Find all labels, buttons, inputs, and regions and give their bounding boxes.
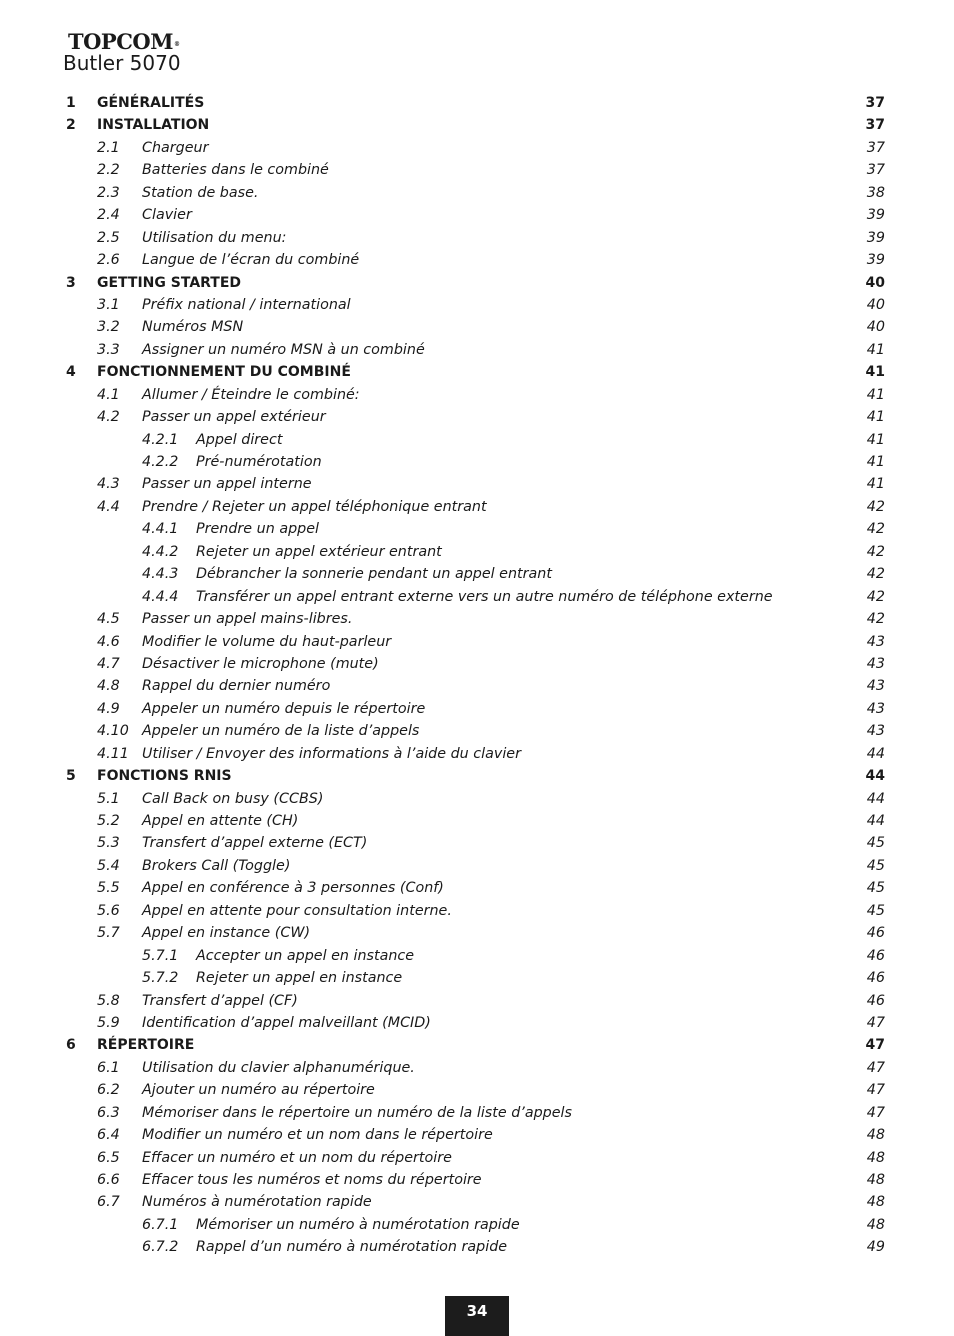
toc-entry[interactable] (0, 900, 954, 922)
toc-entry-title: Appel en instance (CW) (142, 925, 311, 942)
toc-entry-page: 48 (866, 1127, 885, 1144)
toc-entry-page: 45 (866, 835, 885, 852)
toc-entry-title: Rejeter un appel en instance (196, 970, 403, 987)
toc-entry-page: 41 (865, 364, 885, 381)
toc-entry[interactable] (0, 429, 954, 451)
toc-entry-title: Effacer tous les numéros et noms du répertoire (142, 1172, 482, 1188)
toc-entry[interactable] (0, 922, 954, 944)
toc-entry-page: 47 (866, 1014, 885, 1031)
toc-entry-number: 5.9 (97, 1014, 120, 1031)
toc-entry[interactable] (0, 294, 954, 316)
page-number: 34 (466, 1302, 488, 1320)
toc-entry-number: 3 (66, 274, 76, 291)
toc-entry-number: 6.1 (97, 1059, 120, 1076)
toc-entry[interactable] (0, 967, 954, 989)
toc-entry-number: 4.1 (97, 386, 120, 403)
toc-entry[interactable] (0, 227, 954, 249)
toc-entry[interactable] (0, 832, 954, 854)
toc-entry-page: 46 (866, 992, 885, 1009)
toc-entry[interactable] (0, 1214, 954, 1236)
toc-entry[interactable] (0, 496, 954, 518)
toc-entry-title: Pré-numérotation (196, 454, 322, 470)
toc-entry-number: 2.5 (97, 229, 120, 246)
toc-entry-page: 43 (866, 678, 885, 695)
toc-entry-number: 6.6 (97, 1172, 120, 1188)
toc-entry-number: 3.1 (97, 296, 120, 313)
toc-entry-number: 4.4 (97, 498, 120, 515)
toc-entry-page: 46 (866, 947, 885, 964)
toc-entry-page: 41 (866, 476, 885, 493)
toc-entry-page: 48 (866, 1194, 885, 1211)
toc-entry-page: 41 (866, 341, 885, 358)
toc-entry-title: Appel en conférence à 3 personnes (Conf) (142, 880, 444, 897)
toc-entry-page: 42 (866, 498, 885, 515)
toc-entry-title: Rappel du dernier numéro (142, 678, 331, 695)
toc-entry-number: 5.7.2 (142, 970, 179, 987)
toc-entry-title: Désactiver le microphone (mute) (142, 655, 379, 672)
toc-entry-title: Appel direct (196, 431, 283, 448)
toc-entry[interactable] (0, 541, 954, 563)
toc-entry[interactable] (0, 675, 954, 697)
toc-entry[interactable] (0, 1191, 954, 1213)
toc-entry[interactable] (0, 788, 954, 810)
toc-entry-number: 5.6 (97, 902, 120, 919)
toc-entry-page: 48 (866, 1216, 885, 1233)
toc-entry-number: 4.10 (97, 723, 129, 740)
toc-entry-title: Transférer un appel entrant externe vers un autre numéro de téléphone externe (196, 588, 773, 605)
toc-entry-title: Assigner un numéro MSN à un combiné (142, 341, 425, 358)
toc-entry-number: 4.2 (97, 409, 120, 426)
toc-entry-title: Ajouter un numéro au répertoire (142, 1082, 375, 1099)
toc-entry-page: 40 (866, 319, 885, 336)
toc-entry-page: 39 (866, 207, 885, 224)
page-number-badge (445, 1296, 509, 1336)
toc-entry-page: 46 (866, 970, 885, 987)
toc-entry-page: 42 (866, 588, 885, 605)
toc-entry-page: 39 (866, 229, 885, 246)
toc-entry-page: 45 (866, 902, 885, 919)
toc-entry-number: 4.9 (97, 700, 120, 717)
toc-entry-page: 37 (866, 162, 885, 179)
toc-entry-number: 6.5 (97, 1149, 120, 1166)
toc-entry[interactable] (0, 1057, 954, 1079)
toc-entry-page: 41 (866, 454, 885, 470)
toc-entry[interactable] (0, 114, 954, 136)
toc-entry-title: Allumer / Éteindre le combiné: (142, 386, 360, 403)
toc-entry-page: 42 (866, 543, 885, 560)
toc-entry-title: Identification d’appel malveillant (MCID) (142, 1014, 431, 1031)
toc-entry-title: Débrancher la sonnerie pendant un appel entrant (196, 566, 552, 583)
toc-entry-page: 37 (866, 139, 885, 156)
toc-entry-title: Prendre un appel (196, 521, 319, 538)
toc-entry-number: 4.5 (97, 611, 120, 628)
toc-entry-page: 41 (866, 386, 885, 403)
toc-entry-title: FONCTIONS RNIS (97, 768, 232, 785)
toc-entry[interactable] (0, 1102, 954, 1124)
toc-entry-number: 5.7 (97, 925, 120, 942)
toc-entry[interactable] (0, 1012, 954, 1034)
toc-entry[interactable] (0, 720, 954, 742)
toc-entry-number: 6.3 (97, 1104, 120, 1121)
toc-entry-title: Passer un appel extérieur (142, 409, 326, 426)
toc-entry[interactable] (0, 608, 954, 630)
toc-entry[interactable] (0, 249, 954, 271)
toc-entry-page: 42 (866, 521, 885, 538)
toc-entry-title: Appeler un numéro de la liste d’appels (142, 723, 420, 740)
toc-entry-number: 3.3 (97, 341, 120, 358)
toc-entry-number: 1 (66, 95, 76, 111)
toc-entry[interactable] (0, 361, 954, 383)
toc-entry-title: Utilisation du menu: (142, 229, 287, 246)
toc-entry[interactable] (0, 384, 954, 406)
toc-entry-number: 4.4.1 (142, 521, 179, 538)
toc-entry-number: 2.1 (97, 139, 120, 156)
toc-entry[interactable] (0, 563, 954, 585)
toc-entry-page: 40 (865, 274, 885, 291)
toc-entry-page: 48 (866, 1172, 885, 1188)
toc-entry-number: 2 (66, 117, 76, 134)
toc-entry-title: INSTALLATION (97, 117, 210, 134)
toc-entry-page: 43 (866, 723, 885, 740)
toc-entry-page: 44 (866, 745, 885, 762)
toc-entry[interactable] (0, 855, 954, 877)
toc-entry-title: Appel en attente (CH) (142, 813, 299, 829)
toc-entry-title: Langue de l’écran du combiné (142, 252, 360, 269)
toc-entry-number: 5.3 (97, 835, 120, 852)
toc-entry-title: Station de base. (142, 184, 259, 201)
toc-entry-title: Rappel d’un numéro à numérotation rapide (196, 1239, 508, 1256)
toc-entry-number: 4 (66, 364, 76, 381)
toc-entry-page: 47 (866, 1104, 885, 1121)
toc-entry[interactable] (0, 451, 954, 473)
toc-entry-title: FONCTIONNEMENT DU COMBINÉ (97, 364, 351, 381)
toc-entry[interactable] (0, 1124, 954, 1146)
toc-entry[interactable] (0, 92, 954, 114)
toc-entry-page: 37 (865, 117, 885, 134)
toc-entry-title: Prendre / Rejeter un appel téléphonique entrant (142, 498, 487, 515)
toc-entry-title: Numéros MSN (142, 319, 244, 336)
toc-entry-number: 6.2 (97, 1082, 120, 1099)
toc-entry-page: 43 (866, 655, 885, 672)
toc-entry[interactable] (0, 990, 954, 1012)
toc-entry-number: 6 (66, 1037, 76, 1054)
toc-entry[interactable] (0, 698, 954, 720)
table-of-contents (0, 92, 954, 1259)
toc-entry[interactable] (0, 810, 954, 832)
toc-entry[interactable] (0, 653, 954, 675)
toc-entry-number: 5.1 (97, 790, 120, 807)
toc-entry-number: 4.2.1 (142, 431, 179, 448)
toc-entry-title: Transfert d’appel externe (ECT) (142, 835, 368, 852)
toc-entry-number: 2.2 (97, 162, 120, 179)
toc-entry-number: 4.2.2 (142, 454, 179, 470)
toc-entry-title: Modifier le volume du haut-parleur (142, 633, 392, 650)
toc-entry-page: 47 (866, 1082, 885, 1099)
toc-entry-title: Appeler un numéro depuis le répertoire (142, 700, 426, 717)
toc-entry-page: 48 (866, 1149, 885, 1166)
toc-entry[interactable] (0, 1169, 954, 1191)
toc-entry[interactable] (0, 339, 954, 361)
toc-entry[interactable] (0, 159, 954, 181)
toc-entry-title: Brokers Call (Toggle) (142, 857, 291, 874)
toc-entry-page: 45 (866, 857, 885, 874)
toc-entry-title: Appel en attente pour consultation interne. (142, 902, 452, 919)
toc-entry-page: 44 (865, 768, 885, 785)
toc-entry-title: Chargeur (142, 139, 209, 156)
toc-entry[interactable] (0, 945, 954, 967)
toc-entry-number: 3.2 (97, 319, 120, 336)
toc-entry[interactable] (0, 204, 954, 226)
toc-entry-title: Call Back on busy (CCBS) (142, 790, 324, 807)
toc-entry-number: 2.3 (97, 184, 120, 201)
toc-entry-title: Clavier (142, 207, 192, 224)
toc-entry[interactable] (0, 1079, 954, 1101)
toc-entry-page: 43 (866, 633, 885, 650)
toc-entry-title: Effacer un numéro et un nom du répertoire (142, 1149, 452, 1166)
toc-entry[interactable] (0, 182, 954, 204)
toc-entry-page: 49 (866, 1239, 885, 1256)
toc-entry-number: 4.8 (97, 678, 120, 695)
toc-entry-page: 45 (866, 880, 885, 897)
toc-entry-title: Préfix national / international (142, 296, 351, 313)
toc-entry-page: 47 (865, 1037, 885, 1054)
registered-mark: ® (173, 41, 180, 48)
toc-entry-page: 41 (866, 409, 885, 426)
toc-entry-title: Passer un appel interne (142, 476, 312, 493)
toc-entry-page: 37 (865, 95, 885, 111)
toc-entry-title: Passer un appel mains-libres. (142, 611, 353, 628)
toc-entry-title: Modifier un numéro et un nom dans le répertoire (142, 1127, 493, 1144)
toc-entry-title: Rejeter un appel extérieur entrant (196, 543, 442, 560)
toc-entry-number: 4.4.3 (142, 566, 179, 583)
brand-logo-text: TOPCOM (68, 29, 173, 54)
toc-entry-number: 6.7.1 (142, 1216, 179, 1233)
toc-entry-number: 4.4.2 (142, 543, 179, 560)
toc-entry-page: 46 (866, 925, 885, 942)
toc-entry-number: 5.2 (97, 813, 120, 829)
toc-entry-page: 40 (866, 296, 885, 313)
toc-entry-page: 38 (866, 184, 885, 201)
toc-entry-number: 4.6 (97, 633, 120, 650)
toc-entry-title: Mémoriser un numéro à numérotation rapide (196, 1216, 520, 1233)
toc-entry-page: 42 (866, 611, 885, 628)
toc-entry-title: Accepter un appel en instance (196, 947, 415, 964)
toc-entry-number: 5.8 (97, 992, 120, 1009)
toc-entry[interactable] (0, 137, 954, 159)
toc-entry[interactable] (0, 631, 954, 653)
toc-entry-number: 5.4 (97, 857, 120, 874)
toc-entry-number: 2.4 (97, 207, 120, 224)
toc-entry-number: 4.3 (97, 476, 120, 493)
toc-entry[interactable] (0, 316, 954, 338)
toc-entry[interactable] (0, 1147, 954, 1169)
toc-entry[interactable] (0, 406, 954, 428)
toc-entry[interactable] (0, 743, 954, 765)
toc-entry-number: 4.7 (97, 655, 120, 672)
toc-entry-page: 47 (866, 1059, 885, 1076)
toc-entry-number: 4.11 (97, 745, 129, 762)
toc-entry[interactable] (0, 1236, 954, 1258)
toc-entry-title: Transfert d’appel (CF) (142, 992, 298, 1009)
toc-entry-number: 5.7.1 (142, 947, 179, 964)
toc-entry-number: 5 (66, 768, 76, 785)
toc-entry-page: 44 (866, 813, 885, 829)
toc-entry[interactable] (0, 1034, 954, 1056)
toc-entry-title: GÉNÉRALITÉS (97, 95, 205, 111)
toc-entry-title: Batteries dans le combiné (142, 162, 329, 179)
toc-entry-number: 4.4.4 (142, 588, 179, 605)
toc-entry-title: RÉPERTOIRE (97, 1037, 195, 1054)
toc-entry-page: 41 (866, 431, 885, 448)
product-title: Butler 5070 (63, 51, 181, 75)
toc-entry-number: 6.7.2 (142, 1239, 179, 1256)
toc-entry-title: Mémoriser dans le répertoire un numéro de la liste d’appels (142, 1104, 572, 1121)
toc-entry-page: 44 (866, 790, 885, 807)
toc-entry-title: Utilisation du clavier alphanumérique. (142, 1059, 415, 1076)
toc-entry[interactable] (0, 877, 954, 899)
toc-entry-title: GETTING STARTED (97, 274, 242, 291)
toc-entry[interactable] (0, 518, 954, 540)
toc-entry-number: 6.7 (97, 1194, 120, 1211)
toc-entry-page: 39 (866, 252, 885, 269)
toc-entry[interactable] (0, 272, 954, 294)
toc-entry[interactable] (0, 765, 954, 787)
toc-entry-page: 42 (866, 566, 885, 583)
toc-entry-title: Utiliser / Envoyer des informations à l’aide du clavier (142, 745, 521, 762)
toc-entry-page: 43 (866, 700, 885, 717)
toc-entry[interactable] (0, 473, 954, 495)
toc-entry[interactable] (0, 586, 954, 608)
toc-entry-title: Numéros à numérotation rapide (142, 1194, 372, 1211)
toc-entry-number: 6.4 (97, 1127, 120, 1144)
toc-entry-number: 2.6 (97, 252, 120, 269)
toc-entry-number: 5.5 (97, 880, 120, 897)
